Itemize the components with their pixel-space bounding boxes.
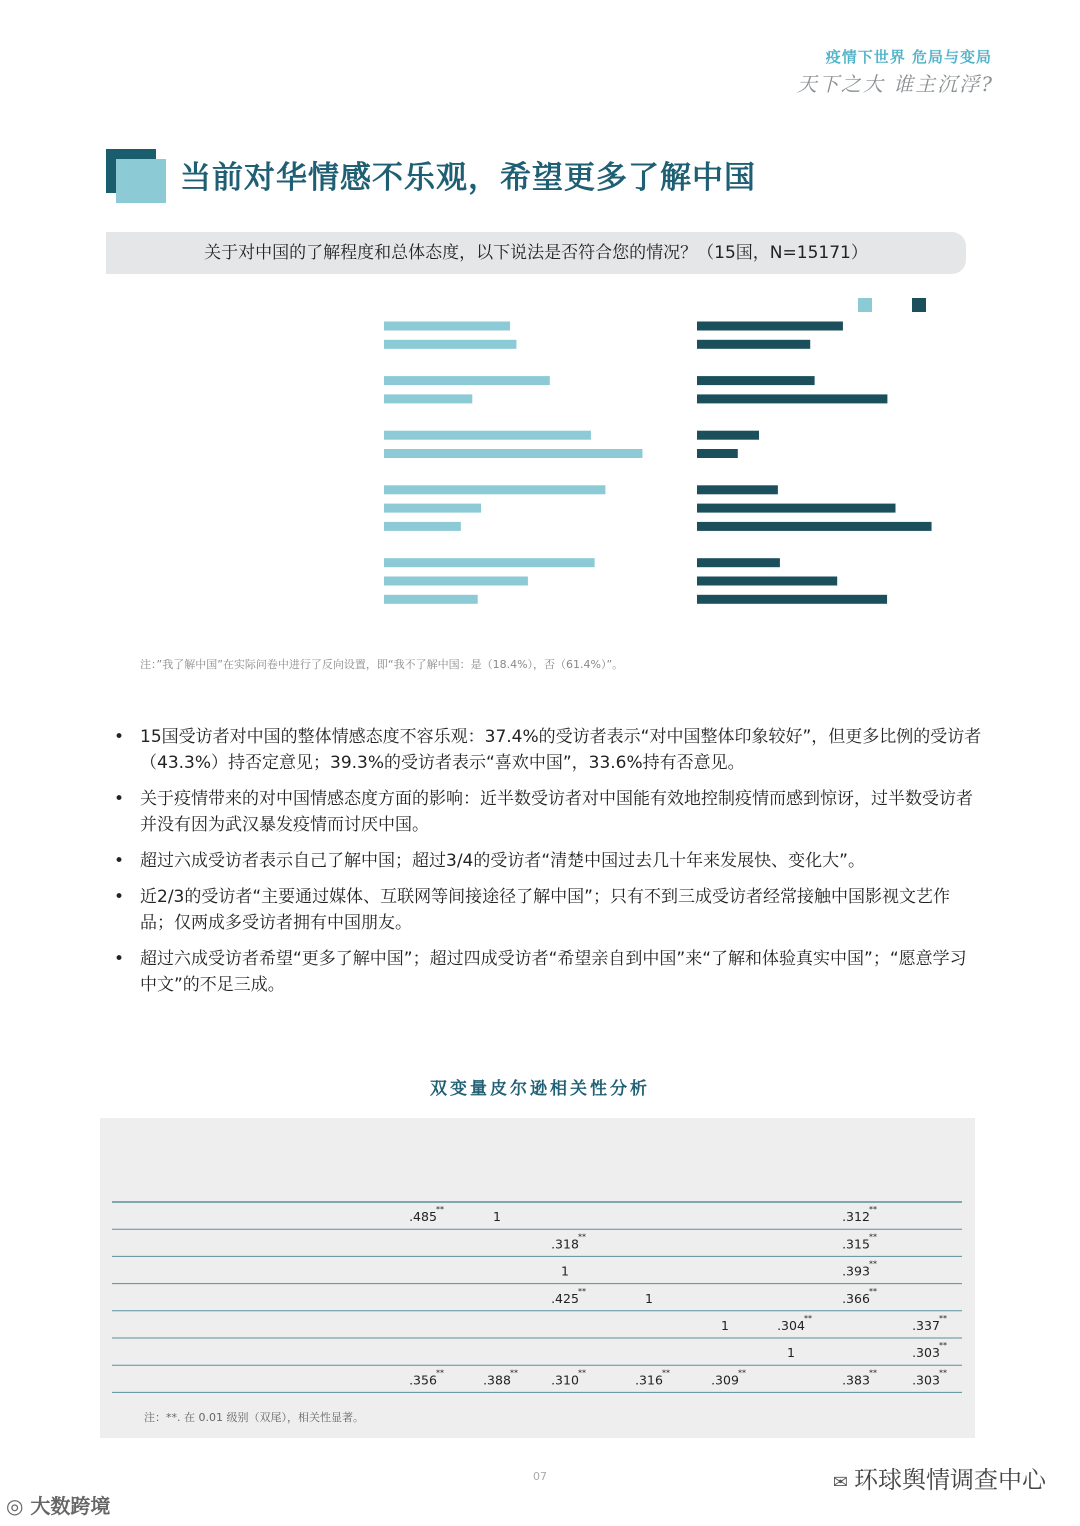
bar-yes	[384, 431, 591, 440]
correlation-table	[100, 1118, 975, 1438]
bar-yes	[384, 577, 528, 586]
table-cell: .304	[777, 1318, 805, 1333]
significance-mark: **	[869, 1286, 877, 1296]
table-cell: .393	[842, 1263, 870, 1279]
watermark-left-icon: ◎	[6, 1494, 31, 1518]
table-cell: .303	[912, 1372, 940, 1388]
bar-no	[697, 522, 932, 531]
bar-no	[697, 340, 810, 349]
bar-no	[697, 558, 780, 567]
page-title: 当前对华情感不乐观，希望更多了解中国	[180, 160, 756, 196]
table-cell: .337	[912, 1318, 940, 1333]
finding-item	[112, 786, 982, 838]
bar-yes	[384, 394, 472, 403]
watermark-wechat	[833, 1460, 1046, 1495]
finding-item	[112, 946, 982, 998]
significance-mark: **	[869, 1259, 877, 1269]
table-cell: 1	[721, 1318, 729, 1333]
bar-yes	[384, 322, 510, 331]
table-cell: .316	[635, 1372, 663, 1388]
header-slogan: 天下之大 谁主沉浮?	[796, 72, 994, 96]
bar-yes	[384, 340, 516, 349]
finding-text: 近2/3的受访者“主要通过媒体、互联网等间接途径了解中国”；只有不到三成受访者经常接触中国影视文艺作品；仅两成多受访者拥有中国朋友。	[140, 887, 950, 933]
bar-no	[697, 595, 887, 604]
finding-item	[112, 724, 982, 776]
table-cell: .366	[842, 1290, 870, 1306]
significance-mark: **	[939, 1314, 947, 1323]
bar-yes	[384, 522, 461, 531]
bar-no	[697, 485, 778, 494]
table-cell: .310	[551, 1372, 579, 1388]
table-cell: .309	[711, 1372, 739, 1388]
table-title: 双变量皮尔逊相关性分析	[430, 1079, 650, 1099]
finding-item	[112, 884, 982, 936]
table-cell: 1	[787, 1345, 795, 1361]
watermark-right-text: 环球舆情调查中心	[854, 1466, 1046, 1494]
significance-mark: **	[578, 1368, 586, 1378]
bullet-marker: •	[114, 887, 125, 907]
bullet-marker: •	[114, 727, 125, 747]
finding-text: 15国受访者对中国的整体情感态度不容乐观：37.4%的受访者表示“对中国整体印象较好”，但更多比例的受访者（43.3%）持否定意见；39.3%的受访者表示“喜欢中国”，33.6%持有否意见。	[140, 727, 982, 773]
significance-mark: **	[662, 1368, 670, 1378]
bar-yes	[384, 504, 481, 513]
significance-mark: **	[578, 1232, 586, 1242]
table-cell: .315	[842, 1236, 870, 1252]
bar-no	[697, 449, 738, 458]
table-cell: 1	[493, 1209, 501, 1225]
significance-mark: **	[869, 1232, 877, 1242]
significance-mark: **	[869, 1368, 877, 1378]
significance-mark: **	[436, 1368, 444, 1378]
table-cell: .318	[551, 1236, 579, 1252]
table-cell: .312	[842, 1209, 870, 1225]
header-series-title: 疫情下世界 危局与变局	[825, 48, 992, 66]
significance-mark: **	[939, 1341, 947, 1351]
watermark-left-text: 大数跨境	[30, 1494, 111, 1518]
page-number: 07	[533, 1470, 547, 1483]
bar-no	[697, 431, 759, 440]
bar-yes	[384, 449, 642, 458]
significance-mark: **	[436, 1205, 444, 1215]
table-cell: .303	[912, 1345, 940, 1361]
bar-no	[697, 376, 815, 385]
table-cell: .388	[483, 1372, 511, 1388]
legend-swatch-no	[912, 298, 926, 312]
bar-yes	[384, 558, 595, 567]
legend-swatch-yes	[858, 298, 872, 312]
chart-legend	[858, 298, 926, 312]
correlation-table-panel	[100, 1118, 975, 1438]
bar-no	[697, 504, 895, 513]
significance-mark: **	[510, 1368, 518, 1378]
table-cell: 1	[561, 1263, 569, 1279]
table-cell: .485	[409, 1209, 437, 1225]
finding-text: 超过六成受访者表示自己了解中国；超过3/4的受访者“清楚中国过去几十年来发展快、变化大”。	[140, 851, 865, 871]
bullet-marker: •	[114, 949, 125, 969]
table-cell: .356	[409, 1372, 437, 1388]
table-cell: .425	[551, 1290, 579, 1306]
table-cell: .383	[842, 1372, 870, 1388]
bullet-marker: •	[114, 789, 125, 809]
bar-yes	[384, 485, 605, 494]
finding-text: 关于疫情带来的对中国情感态度方面的影响：近半数受访者对中国能有效地控制疫情而感到惊讶，过半数受访者并没有因为武汉暴发疫情而讨厌中国。	[140, 789, 973, 835]
bullet-marker: •	[114, 851, 125, 871]
significance-mark: **	[578, 1286, 586, 1296]
significance-mark: **	[939, 1368, 947, 1378]
wechat-icon: ✉	[832, 1472, 848, 1493]
chart-note: 注：”我了解中国”在实际问卷中进行了反向设置，即“我不了解中国：是（18.4%），否（61.4%）”。	[140, 658, 624, 671]
table-cell: 1	[645, 1290, 653, 1306]
question-banner	[106, 232, 966, 274]
bar-no	[697, 394, 887, 403]
significance-mark: **	[738, 1368, 746, 1378]
bar-no	[697, 322, 843, 331]
table-note: 注：**. 在 0.01 级别（双尾），相关性显著。	[144, 1411, 364, 1424]
finding-item	[112, 848, 982, 874]
survey-bar-chart	[0, 285, 1080, 645]
bar-yes	[384, 376, 550, 385]
significance-mark: **	[804, 1314, 812, 1323]
title-decoration-icon	[106, 149, 166, 203]
bar-yes	[384, 595, 478, 604]
significance-mark: **	[869, 1205, 877, 1215]
findings-list	[112, 724, 982, 1008]
watermark-left	[6, 1490, 110, 1519]
finding-text: 超过六成受访者希望“更多了解中国”；超过四成受访者“希望亲自到中国”来“了解和体验真实中国”；“愿意学习中文”的不足三成。	[140, 949, 967, 995]
question-text: 关于对中国的了解程度和总体态度，以下说法是否符合您的情况？（15国，N=15171）	[204, 243, 868, 263]
bar-no	[697, 577, 837, 586]
